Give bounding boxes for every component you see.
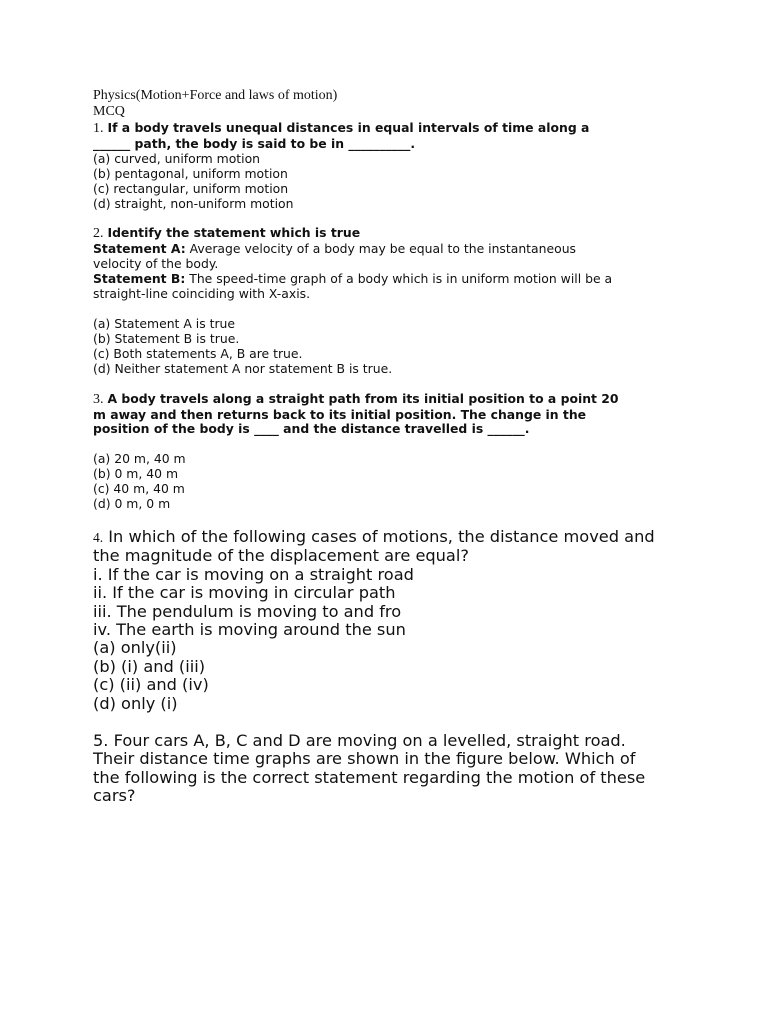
question-3-text-line-3: position of the body is ____ and the distance travelled is ______. (93, 421, 530, 437)
answer-option: (b) (i) and (iii) (93, 656, 206, 676)
question-2-stem (93, 226, 683, 242)
statement-b-label: Statement B: (93, 271, 186, 287)
question-3-text-line-2: m away and then returns back to its initial position. The change in the (93, 406, 587, 422)
document-header (93, 88, 683, 120)
question-1 (93, 121, 683, 211)
answer-option: (a) only(ii) (93, 638, 177, 658)
question-5-text-line-2: Their distance time graphs are shown in the figure below. Which of (93, 749, 636, 769)
statement-b-text-line-1: The speed-time graph of a body which is in uniform motion will be a (185, 271, 613, 287)
statement-a (93, 242, 683, 257)
case-item: iii. The pendulum is moving to and fro (93, 601, 402, 621)
question-1-text-line-1: If a body travels unequal distances in equal intervals of time along a (107, 120, 590, 135)
answer-option: (c) 40 m, 40 m (93, 481, 185, 497)
answer-option: (c) Both statements A, B are true. (93, 345, 303, 361)
question-number: 1. (93, 121, 104, 136)
case-item: iv. The earth is moving around the sun (93, 619, 406, 639)
question-4-text-line-2: the magnitude of the displacement are equal? (93, 546, 469, 566)
question-5 (93, 732, 683, 806)
question-2 (93, 226, 683, 376)
spacer (93, 302, 683, 317)
answer-option: (b) Statement B is true. (93, 330, 240, 346)
question-3-text-line-1: A body travels along a straight path from its initial position to a point 20 (107, 390, 619, 406)
answer-option: (d) only (i) (93, 693, 178, 713)
answer-option: (b) pentagonal, uniform motion (93, 165, 288, 181)
statement-a-label: Statement A: (93, 241, 186, 257)
question-5-text-line-4: cars? (93, 786, 136, 806)
case-item: i. If the car is moving on a straight road (93, 564, 414, 584)
statement-b-text-line-2: straight-line coinciding with X-axis. (93, 286, 311, 302)
question-number: 3. (93, 391, 104, 407)
answer-option: (c) rectangular, uniform motion (93, 180, 289, 196)
spacer (93, 211, 683, 226)
spacer (93, 512, 683, 528)
answer-option: (d) Neither statement A nor statement B is true. (93, 360, 393, 376)
question-1-text-line-2: ______ path, the body is said to be in __________. (93, 135, 416, 151)
answer-option: (b) 0 m, 40 m (93, 466, 179, 482)
question-4-text-line-1: In which of the following cases of motions, the distance moved and (108, 526, 655, 546)
question-5-text-line-3: the following is the correct statement regarding the motion of these (93, 767, 646, 787)
spacer (93, 713, 683, 732)
case-item: ii. If the car is moving in circular path (93, 583, 396, 603)
spacer (93, 437, 683, 452)
document-subtitle: MCQ (93, 104, 125, 119)
question-3-stem (93, 392, 683, 408)
question-1-stem (93, 121, 683, 137)
question-number: 2. (93, 226, 104, 242)
spacer (93, 377, 683, 392)
statement-a-text-line-1: Average velocity of a body may be equal to the instantaneous (185, 241, 577, 257)
answer-option: (d) straight, non-uniform motion (93, 195, 294, 211)
answer-option: (a) curved, uniform motion (93, 150, 261, 166)
question-4-stem (93, 528, 683, 547)
answer-option: (a) 20 m, 40 m (93, 451, 186, 467)
answer-option: (c) (ii) and (iv) (93, 675, 209, 695)
question-number: 4. (93, 529, 104, 545)
question-5-text-line-1: 5. Four cars A, B, C and D are moving on a levelled, straight road. (93, 731, 626, 750)
question-4 (93, 528, 683, 713)
question-3 (93, 392, 683, 512)
document-page (93, 88, 683, 806)
answer-option: (a) Statement A is true (93, 315, 236, 331)
question-2-text: Identify the statement which is true (107, 225, 361, 241)
statement-b (93, 272, 683, 287)
document-title: Physics(Motion+Force and laws of motion) (93, 88, 338, 103)
answer-option: (d) 0 m, 0 m (93, 496, 171, 512)
statement-a-text-line-2: velocity of the body. (93, 256, 219, 272)
